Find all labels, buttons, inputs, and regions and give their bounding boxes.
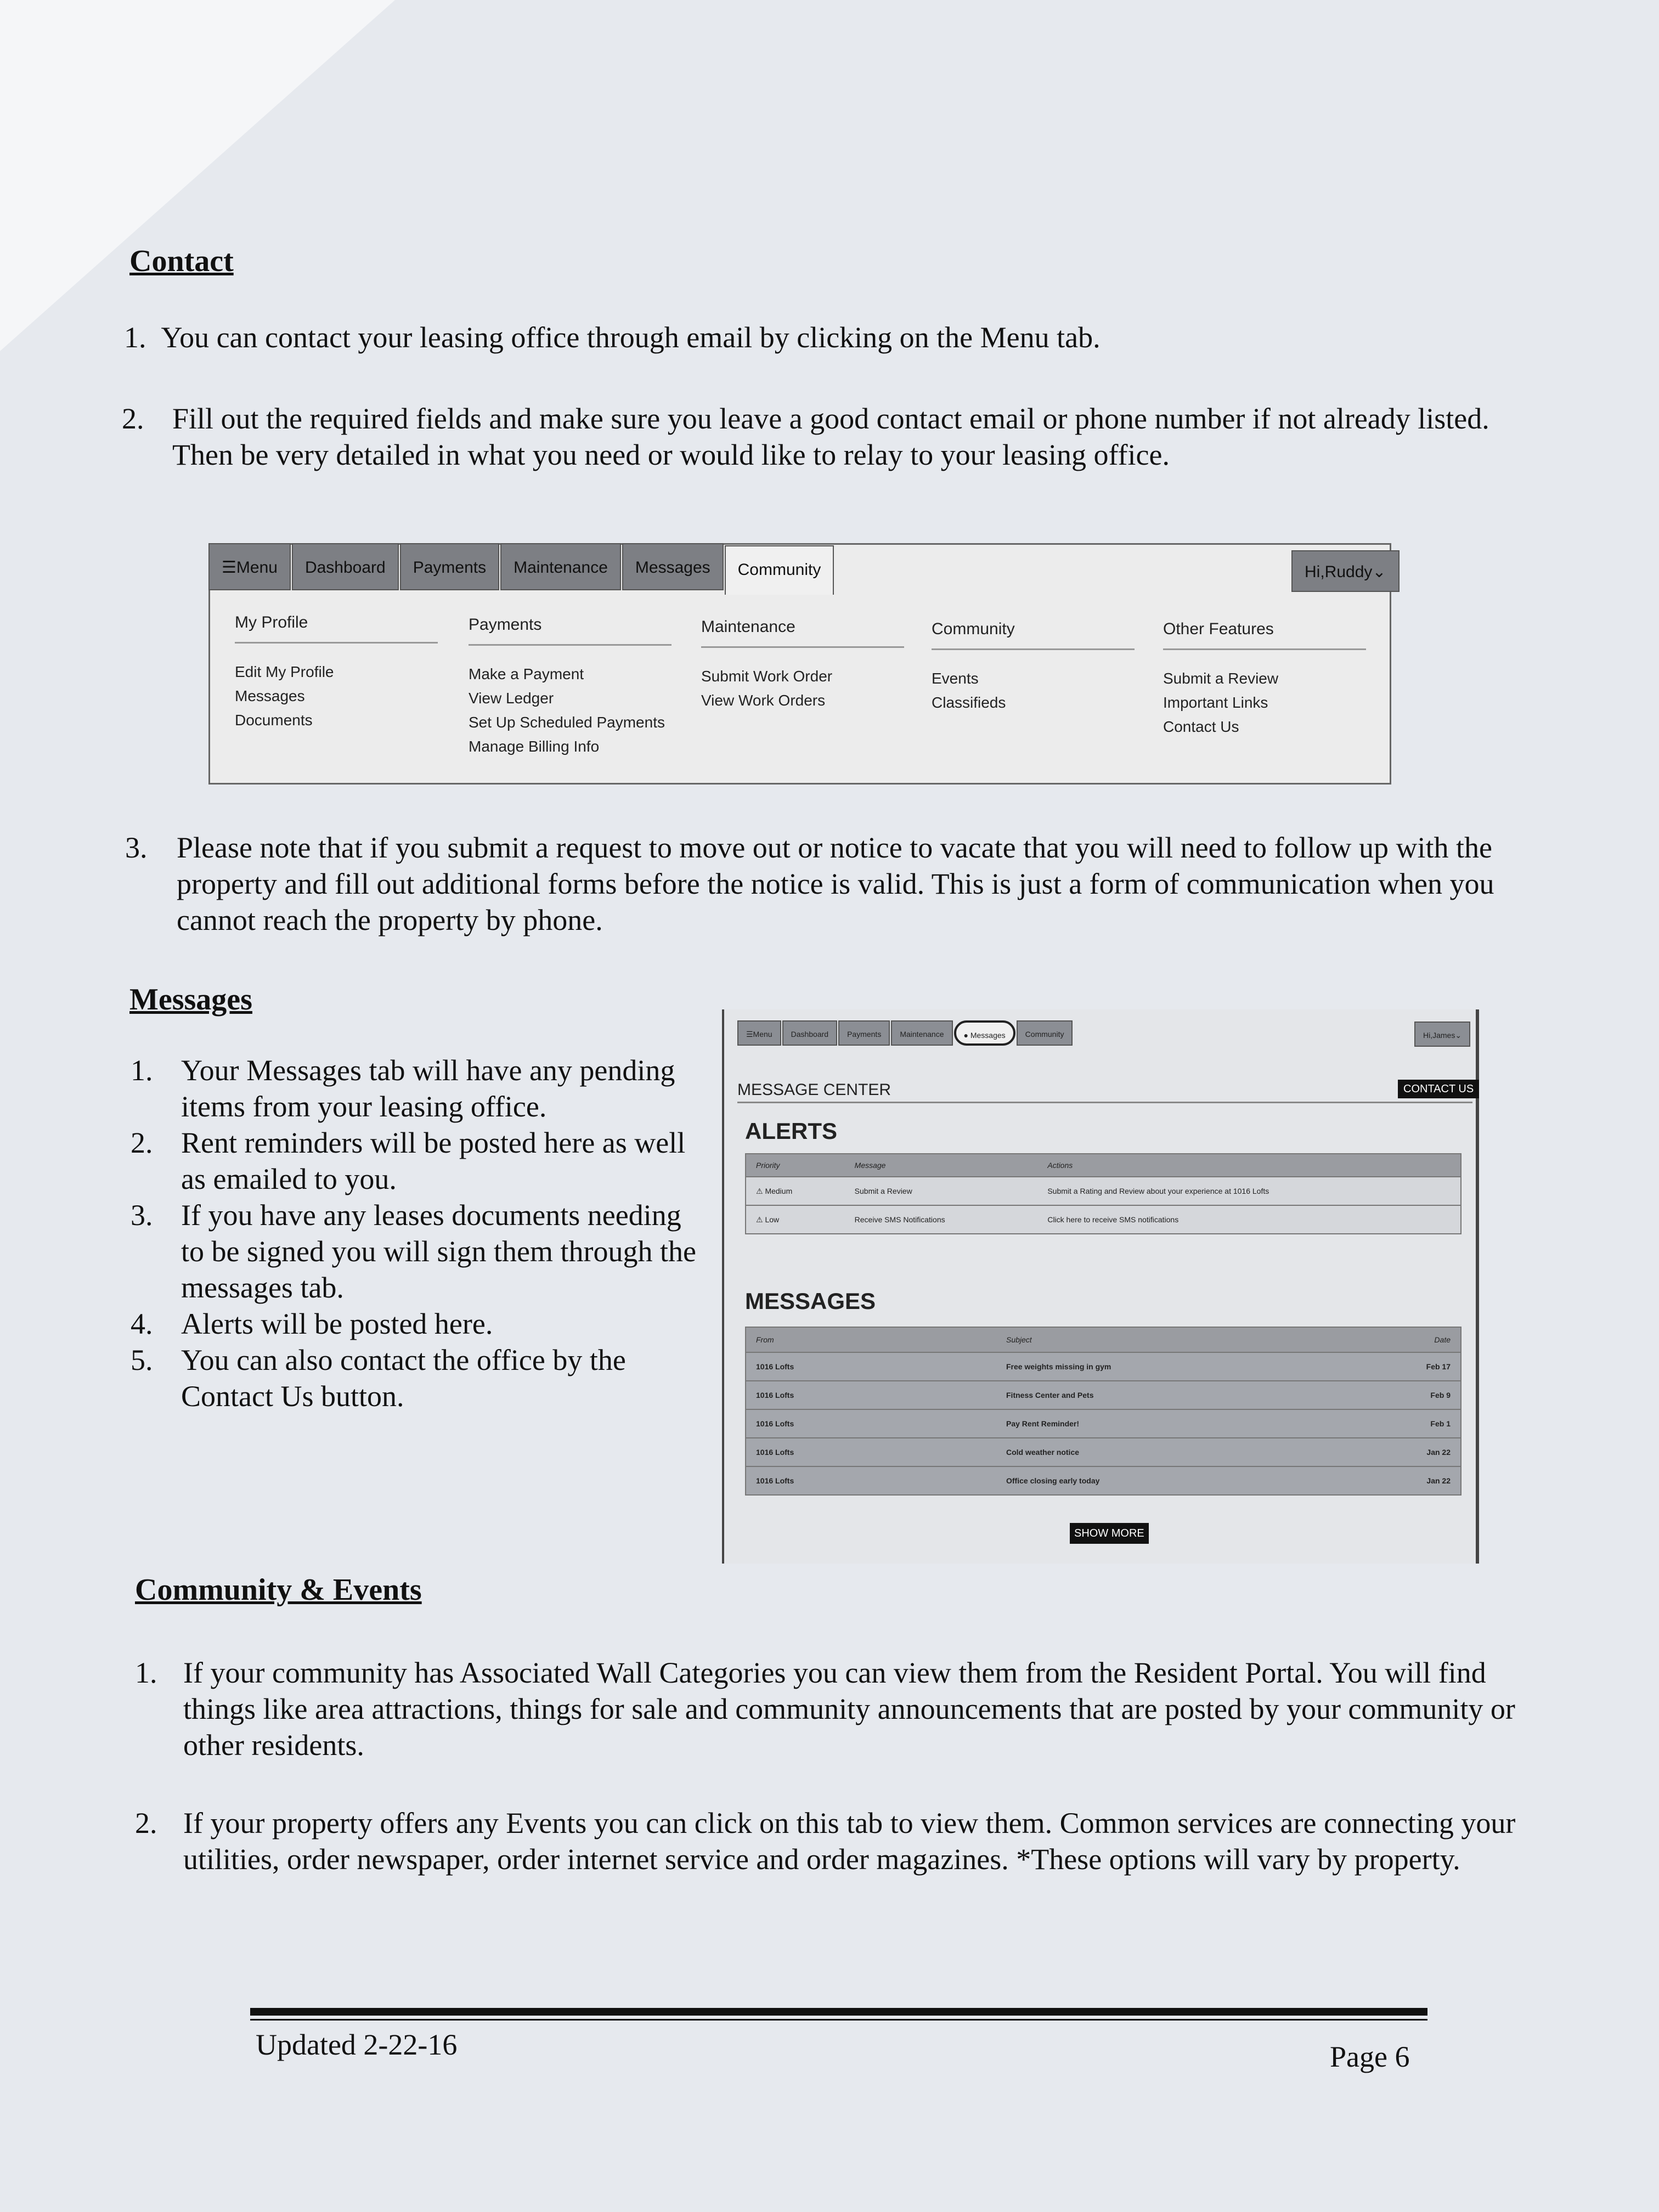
menu-link[interactable]: Classifieds <box>932 694 1006 711</box>
community-item-2: 2. If your property offers any Events you can click on this tab to view them. Common services are connecting your utilities, order newspaper, order internet service and order magazines. *These options will vary by property. <box>135 1807 1516 1876</box>
menu-column-payments: Payments Make a Payment View Ledger Set Up Scheduled Payments Manage Billing Info <box>469 616 672 759</box>
user-menu-button[interactable]: Hi,James⌄ <box>1414 1022 1470 1047</box>
footer-rule <box>250 2008 1427 2016</box>
messages-title: MESSAGES <box>745 1288 876 1314</box>
menu-column-community: Community Events Classifieds <box>932 620 1135 715</box>
messages-item-5: 5. You can also contact the office by the Contact Us button. <box>131 1344 626 1413</box>
tab-dashboard[interactable]: Dashboard <box>782 1020 838 1046</box>
menu-link[interactable]: Messages <box>235 687 305 704</box>
contact-us-button[interactable]: CONTACT US <box>1398 1080 1479 1098</box>
menu-link[interactable]: Edit My Profile <box>235 663 334 680</box>
table-row[interactable]: 1016 Lofts Cold weather notice Jan 22 <box>746 1438 1461 1466</box>
messages-icon: ● <box>963 1031 968 1040</box>
menu-column-other-features: Other Features Submit a Review Important Links Contact Us <box>1163 620 1366 739</box>
community-item-1: 1. If your community has Associated Wall Categories you can view them from the Resident Portal. You will find things like area attractions, things for sale and community announcements that are posted by your community or other residents. <box>135 1656 1515 1762</box>
messages-list <box>131 1052 707 1414</box>
tab-maintenance[interactable]: Maintenance <box>500 543 621 590</box>
contact-heading: Contact <box>129 244 234 278</box>
table-header: Priority Message Actions <box>746 1154 1461 1177</box>
messages-item-2: 2. Rent reminders will be posted here as well as emailed to you. <box>131 1126 686 1195</box>
table-row[interactable]: 1016 Lofts Office closing early today Jan 22 <box>746 1466 1461 1495</box>
table-row[interactable]: ⚠ Low Receive SMS Notifications Click here to receive SMS notifications <box>746 1205 1461 1234</box>
messages-item-1: 1. Your Messages tab will have any pending items from your leasing office. <box>131 1054 675 1123</box>
table-row[interactable]: 1016 Lofts Fitness Center and Pets Feb 9 <box>746 1381 1461 1409</box>
contact-item-3: 3. Please note that if you submit a request to move out or notice to vacate that you will need to follow up with the property and fill out additional forms before the notice is valid. This is just a form of communication when you cannot reach the property by phone. <box>125 831 1494 936</box>
menu-link[interactable]: View Work Orders <box>701 692 826 709</box>
menu-link[interactable]: Important Links <box>1163 694 1268 711</box>
alerts-title: ALERTS <box>745 1118 837 1144</box>
menu-column-my-profile: My Profile Edit My Profile Messages Documents <box>235 613 438 732</box>
tab-messages[interactable]: Messages <box>622 543 724 590</box>
alerts-table <box>745 1153 1462 1234</box>
menu-link[interactable]: Contact Us <box>1163 718 1239 735</box>
footer-updated: Updated 2-22-16 <box>256 2028 458 2061</box>
messages-table <box>745 1327 1462 1496</box>
tab-dashboard[interactable]: Dashboard <box>292 543 399 590</box>
contact-item-1: 1. You can contact your leasing office through email by clicking on the Menu tab. <box>124 321 1101 354</box>
menu-column-maintenance: Maintenance Submit Work Order View Work Orders <box>701 618 904 713</box>
table-row[interactable]: ⚠ Medium Submit a Review Submit a Rating and Review about your experience at 1016 Lofts <box>746 1177 1461 1205</box>
menu-link[interactable]: Submit a Review <box>1163 670 1279 687</box>
message-center-tabs <box>737 1020 1074 1046</box>
menu-link[interactable]: Documents <box>235 712 313 729</box>
menu-link[interactable]: Set Up Scheduled Payments <box>469 714 665 731</box>
chevron-down-icon: ⌄ <box>1455 1031 1462 1040</box>
chevron-down-icon: ⌄ <box>1372 563 1386 581</box>
footer-page-number: Page 6 <box>1330 2040 1410 2073</box>
user-menu-button[interactable]: Hi,Ruddy⌄ <box>1291 550 1400 592</box>
footer-rule-thin <box>250 2019 1427 2021</box>
menu-link[interactable]: Events <box>932 670 979 687</box>
tab-payments[interactable]: Payments <box>400 543 499 590</box>
menu-tabs <box>208 543 835 592</box>
table-row[interactable]: 1016 Lofts Free weights missing in gym Feb 17 <box>746 1352 1461 1381</box>
tab-community[interactable]: Community <box>1017 1020 1073 1046</box>
tab-community[interactable]: Community <box>725 545 834 595</box>
messages-item-3: 3. If you have any leases documents needing to be signed you will sign them through the messages tab. <box>131 1199 696 1304</box>
tab-payments[interactable]: Payments <box>838 1020 890 1046</box>
page-fold <box>0 0 395 351</box>
tab-menu[interactable]: ☰Menu <box>208 543 291 590</box>
messages-heading: Messages <box>129 983 252 1017</box>
community-heading: Community & Events <box>135 1573 422 1607</box>
table-header: From Subject Date <box>746 1327 1461 1352</box>
messages-item-4: 4. Alerts will be posted here. <box>131 1307 493 1340</box>
contact-item-2: 2. Fill out the required fields and make sure you leave a good contact email or phone number if not already listed. Then be very detailed in what you need or would like to relay to your leasing office. <box>122 402 1489 471</box>
tab-menu[interactable]: ☰Menu <box>737 1020 781 1046</box>
divider <box>737 1102 1472 1103</box>
tab-messages[interactable]: ● Messages <box>954 1020 1015 1046</box>
menu-link[interactable]: View Ledger <box>469 690 554 707</box>
menu-link[interactable]: Make a Payment <box>469 665 584 682</box>
message-center-title: MESSAGE CENTER <box>737 1081 891 1099</box>
menu-link[interactable]: Manage Billing Info <box>469 738 600 755</box>
menu-link[interactable]: Submit Work Order <box>701 668 833 685</box>
show-more-button[interactable]: SHOW MORE <box>1070 1523 1149 1544</box>
table-row[interactable]: 1016 Lofts Pay Rent Reminder! Feb 1 <box>746 1409 1461 1438</box>
tab-maintenance[interactable]: Maintenance <box>891 1020 952 1046</box>
